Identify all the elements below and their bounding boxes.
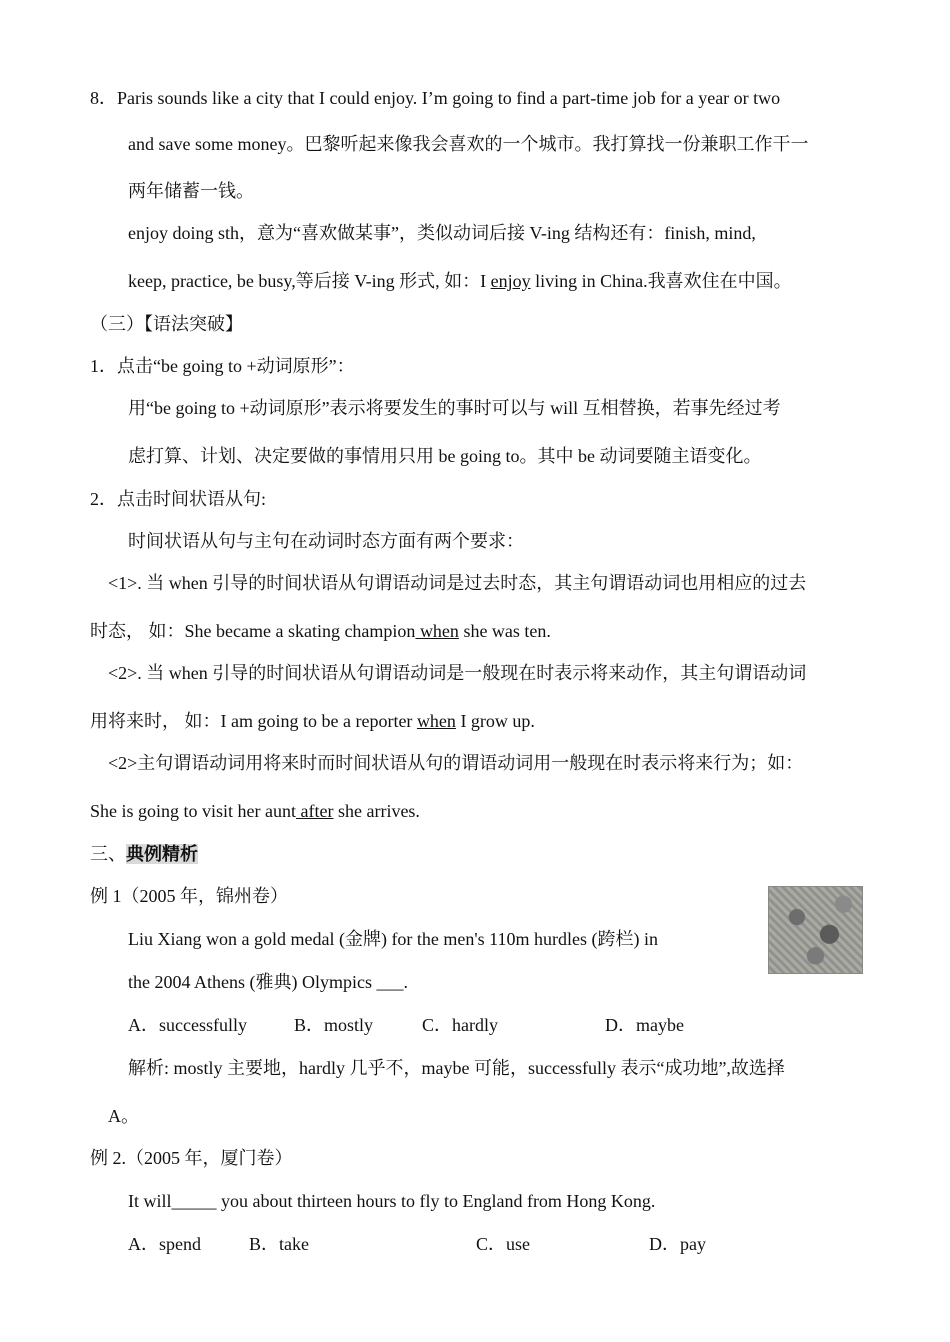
grammar-p1-title: 1．点击“be going to +动词原形”： bbox=[90, 356, 355, 376]
rule2-line2 bbox=[90, 709, 535, 733]
item8-line5-underlined: enjoy bbox=[490, 271, 531, 291]
examples-heading-text: 典例精析 bbox=[126, 844, 198, 864]
rule1-line1: <1>. 当 when 引导的时间状语从句谓语动词是过去时态，其主句谓语动词也用相应的过去 bbox=[108, 573, 807, 593]
item8-line5-post: living in China.我喜欢住在中国。 bbox=[530, 271, 792, 291]
grammar-p1-line1: 用“be going to +动词原形”表示将要发生的事时可以与 will 互相替换，若事先经过考 bbox=[128, 398, 781, 418]
rule3-line2-underlined: after bbox=[296, 801, 334, 821]
example2-option-c: C．use bbox=[476, 1234, 530, 1254]
example1-option-c: C．hardly bbox=[422, 1015, 498, 1035]
rule2-line1: <2>. 当 when 引导的时间状语从句谓语动词是一般现在时表示将来动作，其主句谓语动词 bbox=[108, 663, 807, 683]
rule3-line2-pre: She is going to visit her aunt bbox=[90, 801, 296, 821]
example1-question-line1: Liu Xiang won a gold medal (金牌) for the men's 110m hurdles (跨栏) in bbox=[128, 929, 658, 949]
example1-analysis-line1: 解析: mostly 主要地，hardly 几乎不，maybe 可能，successfully 表示“成功地”,故选择 bbox=[128, 1058, 785, 1078]
item8-line4: enjoy doing sth，意为“喜欢做某事”，类似动词后接 V-ing 结构还有：finish, mind, bbox=[128, 223, 756, 243]
rule2-line2-underlined: when bbox=[416, 711, 456, 731]
item8-line1: 8．Paris sounds like a city that I could enjoy. I’m going to find a part-time job for a year or two bbox=[90, 88, 781, 108]
rule2-line2-pre: 用将来时， 如：I am going to be a reporter bbox=[90, 711, 417, 731]
rule1-line2 bbox=[90, 619, 551, 643]
rule3-line2-post: she arrives. bbox=[333, 801, 420, 821]
example2-option-a: A．spend bbox=[128, 1234, 201, 1254]
athlete-photo bbox=[768, 886, 863, 974]
item8-line5-pre: keep, practice, be busy,等后接 V-ing 形式, 如：I bbox=[128, 271, 491, 291]
grammar-p2-intro: 时间状语从句与主句在动词时态方面有两个要求： bbox=[128, 531, 524, 551]
item8-line2: and save some money。巴黎听起来像我会喜欢的一个城市。我打算找一份兼职工作干一 bbox=[128, 134, 809, 154]
item8-line5 bbox=[128, 269, 792, 293]
example1-option-b: B．mostly bbox=[294, 1015, 374, 1035]
rule3-line2 bbox=[90, 799, 420, 823]
rule1-line2-underlined: when bbox=[415, 621, 459, 641]
rule1-line2-pre: 时态， 如：She became a skating champion bbox=[90, 621, 416, 641]
item8-line3: 两年储蓄一钱。 bbox=[128, 181, 254, 201]
example1-option-a: A．successfully bbox=[128, 1015, 247, 1035]
examples-heading bbox=[90, 842, 198, 866]
rule3-line1: <2>主句谓语动词用将来时而时间状语从句的谓语动词用一般现在时表示将来行为；如： bbox=[108, 753, 804, 773]
example1-question-line2: the 2004 Athens (雅典) Olympics ___. bbox=[128, 972, 408, 992]
example2-title: 例 2.（2005 年，厦门卷） bbox=[90, 1148, 293, 1168]
rule2-line2-post: I grow up. bbox=[455, 711, 535, 731]
grammar-heading: （三）【语法突破】 bbox=[90, 314, 243, 334]
example2-question-line1: It will_____ you about thirteen hours to fly to England from Hong Kong. bbox=[128, 1191, 656, 1211]
grammar-p1-line2: 虑打算、计划、决定要做的事情用只用 be going to。其中 be 动词要随主语变化。 bbox=[128, 446, 762, 466]
examples-heading-number: 三、 bbox=[90, 844, 126, 864]
example1-title: 例 1（2005 年，锦州卷） bbox=[90, 886, 288, 906]
grammar-p2-title: 2．点击时间状语从句: bbox=[90, 489, 267, 509]
example2-option-d: D．pay bbox=[649, 1234, 706, 1254]
example1-option-d: D．maybe bbox=[605, 1015, 684, 1035]
example2-option-b: B．take bbox=[249, 1234, 309, 1254]
example1-analysis-line2: A。 bbox=[108, 1106, 139, 1126]
rule1-line2-post: she was ten. bbox=[458, 621, 551, 641]
